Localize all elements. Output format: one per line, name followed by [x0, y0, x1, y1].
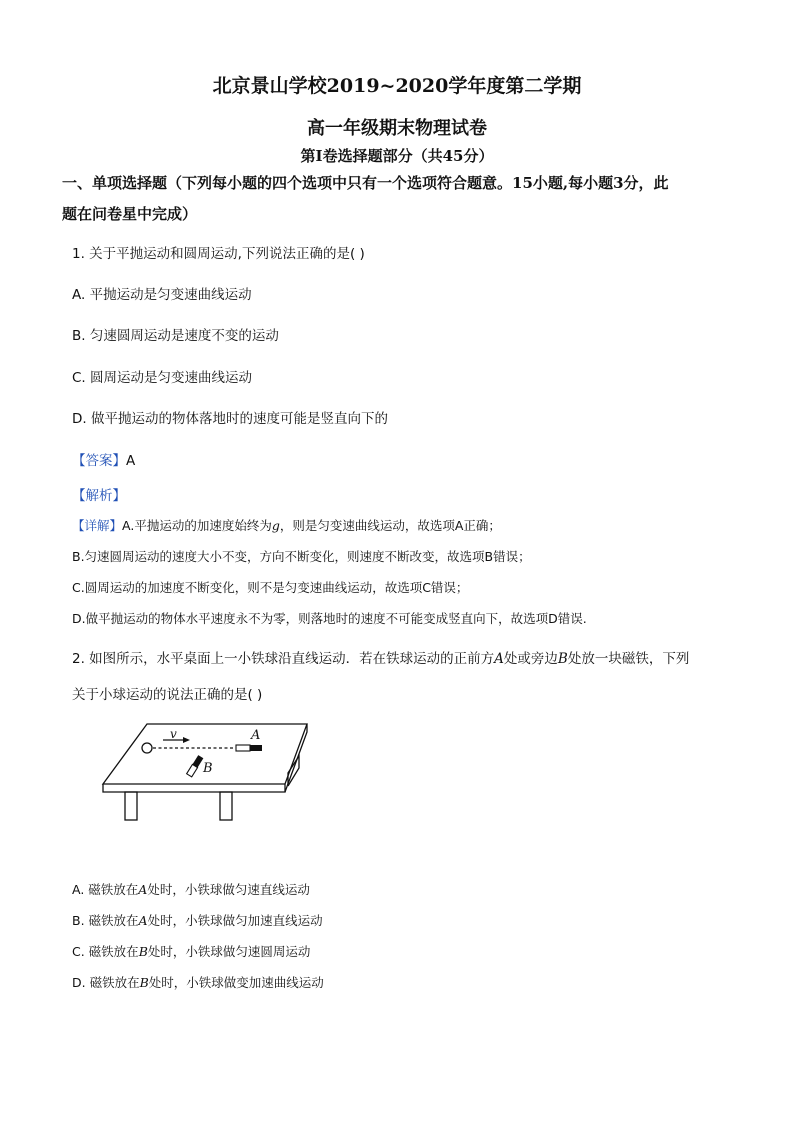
detail-tag: 【详解】 — [72, 518, 123, 533]
question-2-stem-line1 — [72, 647, 689, 667]
question-2-option-a — [72, 880, 310, 898]
gravity-symbol: g — [271, 518, 280, 533]
answer-line — [72, 449, 135, 469]
detail-a-text-end: ，则是匀变速曲线运动，故选项A正确； — [279, 518, 501, 533]
question-1-option-d: D. 做平抛运动的物体落地时的速度可能是竖直向下的 — [72, 411, 388, 427]
q2-stem-part-c: 处放一块磁铁，下列 — [567, 651, 690, 667]
question-2-stem-line2: 关于小球运动的说法正确的是( ) — [72, 687, 263, 703]
question-1-option-a: A. 平抛运动是匀变速曲线运动 — [72, 287, 252, 303]
detail-line-c: C.圆周运动的加速度不断变化，则不是匀变速曲线运动，故选项C错误； — [72, 580, 469, 595]
opt-d-post: 处时，小铁球做变加速曲线运动 — [148, 975, 324, 990]
q2-point-b: B — [557, 651, 568, 667]
label-v: v — [170, 727, 177, 741]
question-1-option-c: C. 圆周运动是匀变速曲线运动 — [72, 370, 253, 386]
question-2-option-d — [72, 973, 324, 991]
label-b: B — [203, 761, 213, 776]
question-1-option-b: B. 匀速圆周运动是速度不变的运动 — [72, 328, 279, 344]
part-heading: 第I卷选择题部分（共45分） — [300, 147, 494, 165]
opt-b-post: 处时，小铁球做匀加速直线运动 — [147, 913, 323, 928]
question-2-option-b — [72, 911, 323, 929]
magnet-b — [187, 755, 204, 777]
opt-d-point: B — [139, 975, 149, 990]
detail-a-text: A.平抛运动的加速度始终为 — [122, 518, 272, 533]
opt-c-point: B — [138, 944, 148, 959]
opt-a-pre: A. 磁铁放在 — [72, 882, 139, 897]
answer-tag: 【答案】 — [72, 453, 126, 469]
table-leg — [125, 792, 137, 820]
iron-ball — [142, 743, 152, 753]
section-heading-line2: 题在问卷星中完成） — [62, 205, 198, 223]
question-2-option-c — [72, 942, 310, 960]
magnet-a-pole — [250, 745, 262, 751]
opt-a-post: 处时，小铁球做匀速直线运动 — [147, 882, 310, 897]
table-leg — [220, 792, 232, 820]
exam-subtitle: 高一年级期末物理试卷 — [307, 118, 487, 139]
question-1-stem: 1. 关于平抛运动和圆周运动,下列说法正确的是( ) — [72, 246, 365, 262]
opt-a-point: A — [138, 882, 148, 897]
opt-c-post: 处时，小铁球做匀速圆周运动 — [147, 944, 311, 959]
answer-value: A — [126, 453, 136, 469]
detail-line-b: B.匀速圆周运动的速度大小不变，方向不断变化，则速度不断改变，故选项B错误； — [72, 549, 531, 564]
opt-b-pre: B. 磁铁放在 — [72, 913, 139, 928]
q2-stem-part-b: 处或旁边 — [503, 651, 558, 667]
q2-stem-part-a: 2. 如图所示，水平桌面上一小铁球沿直线运动．若在铁球运动的正前方 — [72, 651, 495, 667]
table-figure — [95, 718, 315, 826]
opt-c-pre: C. 磁铁放在 — [72, 944, 139, 959]
analysis-tag: 【解析】 — [72, 488, 126, 504]
opt-b-point: A — [138, 913, 148, 928]
magnet-a — [236, 745, 250, 751]
velocity-arrow — [183, 737, 190, 743]
detail-line-d: D.做平抛运动的物体水平速度永不为零，则落地时的速度不可能变成竖直向下，故选项D错误. — [72, 611, 587, 626]
opt-d-pre: D. 磁铁放在 — [72, 975, 140, 990]
exam-title: 北京景山学校2019~2020学年度第二学期 — [212, 75, 582, 97]
q2-point-a: A — [494, 651, 504, 667]
section-heading-line1: 一、单项选择题（下列每小题的四个选项中只有一个选项符合题意。15小题,每小题3分，此 — [62, 174, 669, 192]
detail-line-a — [72, 516, 501, 534]
label-a: A — [251, 728, 261, 743]
